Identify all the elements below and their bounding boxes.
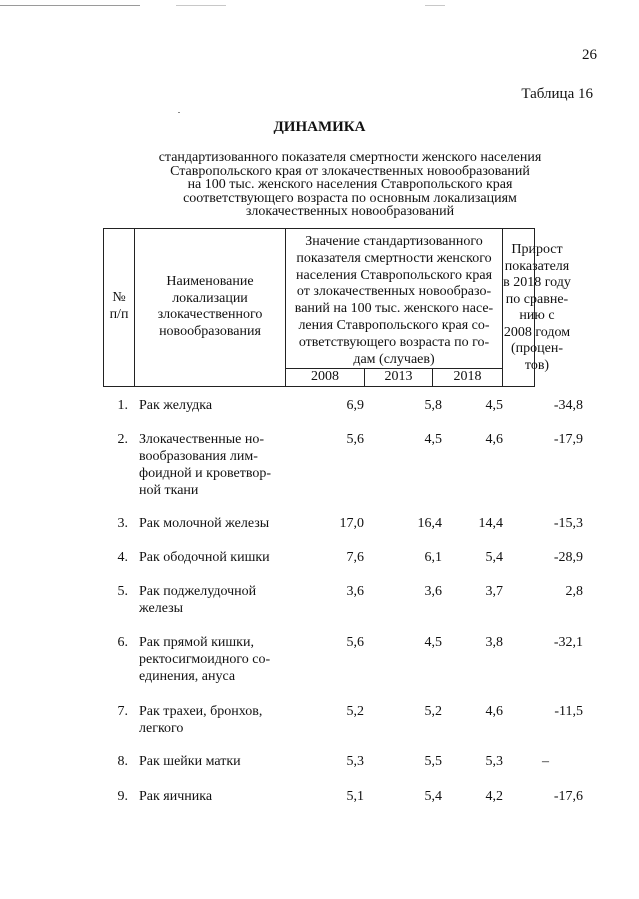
table-subtitle — [120, 151, 580, 219]
row-name: Рак желудка — [139, 398, 213, 413]
header-name: Наименование локализации злокачественного новообразования — [157, 274, 263, 339]
value-growth: 2,8 — [565, 584, 583, 599]
subtitle-line: соответствующего возраста по основным локализациям — [183, 190, 517, 206]
header-value: Значение стандартизованного показателя смертности женского населения Ставропольского края от злокачественных новообразо- ваний на 100 тыс. женского насе- ления Ставропольского края со- ответствующего возраста по го- дам (случаев) — [294, 234, 494, 367]
row-number: 9. — [117, 789, 128, 804]
value-growth: -28,9 — [553, 550, 583, 565]
subtitle-line: стандартизованного показателя смертности женского населения — [158, 150, 542, 165]
value-growth: -17,9 — [553, 432, 583, 447]
scan-artifact-line — [425, 5, 445, 6]
value-2013: 5,2 — [424, 704, 442, 719]
value-2008: 6,9 — [346, 398, 364, 413]
value-2013: 6,1 — [424, 550, 442, 565]
value-2013: 16,4 — [417, 516, 442, 531]
value-2013: 5,5 — [424, 754, 442, 769]
value-growth: -32,1 — [553, 635, 583, 650]
value-2018: 5,3 — [485, 754, 503, 769]
value-2013: 4,5 — [424, 432, 442, 447]
row-number: 4. — [117, 550, 128, 565]
value-2013: 4,5 — [424, 635, 442, 650]
value-2018: 4,5 — [485, 398, 503, 413]
row-number: 2. — [117, 432, 128, 447]
value-2008: 3,6 — [346, 584, 364, 599]
row-number: 7. — [117, 704, 128, 719]
value-growth: – — [542, 754, 549, 769]
value-2018: 14,4 — [478, 516, 503, 531]
value-2008: 5,3 — [346, 754, 364, 769]
value-2008: 5,6 — [346, 432, 364, 447]
value-2018: 5,4 — [485, 550, 503, 565]
value-2008: 5,1 — [346, 789, 364, 804]
row-number: 8. — [117, 754, 128, 769]
row-number: 1. — [117, 398, 128, 413]
row-name: Злокачественные но- вообразования лим- фоидной и кроветвор- ной ткани — [139, 432, 272, 498]
row-number: 6. — [117, 635, 128, 650]
value-2008: 5,6 — [346, 635, 364, 650]
page-number: 26 — [582, 47, 597, 63]
header-year-2008: 2008 — [311, 369, 339, 384]
document-heading: ДИНАМИКА — [273, 119, 366, 135]
row-name: Рак ободочной кишки — [139, 550, 270, 565]
value-2013: 5,4 — [424, 789, 442, 804]
value-2018: 4,6 — [485, 432, 503, 447]
row-name: Рак шейки матки — [139, 754, 241, 769]
row-number: 5. — [117, 584, 128, 599]
header-year-2013: 2013 — [384, 369, 413, 384]
scan-artifact-line — [176, 5, 226, 6]
value-2008: 5,2 — [346, 704, 364, 719]
value-2018: 3,7 — [485, 584, 503, 599]
row-number: 3. — [117, 516, 128, 531]
header-year-2018: 2018 — [453, 369, 482, 384]
value-growth: -15,3 — [553, 516, 583, 531]
value-2018: 3,8 — [485, 635, 503, 650]
value-2008: 17,0 — [339, 516, 364, 531]
value-2018: 4,2 — [485, 789, 503, 804]
value-growth: -34,8 — [553, 398, 583, 413]
row-name: Рак молочной железы — [139, 516, 270, 531]
row-name: Рак яичника — [139, 789, 213, 804]
scan-artifact-line — [0, 5, 140, 6]
header-num: № п/п — [109, 290, 129, 322]
subtitle-line: на 100 тыс. женского населения Ставропольского края — [187, 177, 513, 193]
subtitle-line: Ставропольского края от злокачественных новообразований — [170, 163, 530, 179]
table-label: Таблица 16 — [521, 86, 593, 102]
subtitle-line: злокачественных новообразований — [245, 204, 455, 220]
value-2013: 5,8 — [424, 398, 442, 413]
row-name: Рак трахеи, бронхов, легкого — [139, 704, 263, 736]
value-growth: -17,6 — [553, 789, 583, 804]
value-growth: -11,5 — [554, 704, 583, 719]
row-name: Рак поджелудочной железы — [139, 584, 257, 616]
value-2013: 3,6 — [424, 584, 442, 599]
scan-speck — [178, 112, 180, 113]
value-2018: 4,6 — [485, 704, 503, 719]
row-name: Рак прямой кишки, ректосигмоидного со- единения, ануса — [139, 635, 271, 684]
header-growth: Прирост показателя в 2018 году по сравне- нию с 2008 годом (процен- тов) — [503, 242, 571, 373]
value-2008: 7,6 — [346, 550, 364, 565]
